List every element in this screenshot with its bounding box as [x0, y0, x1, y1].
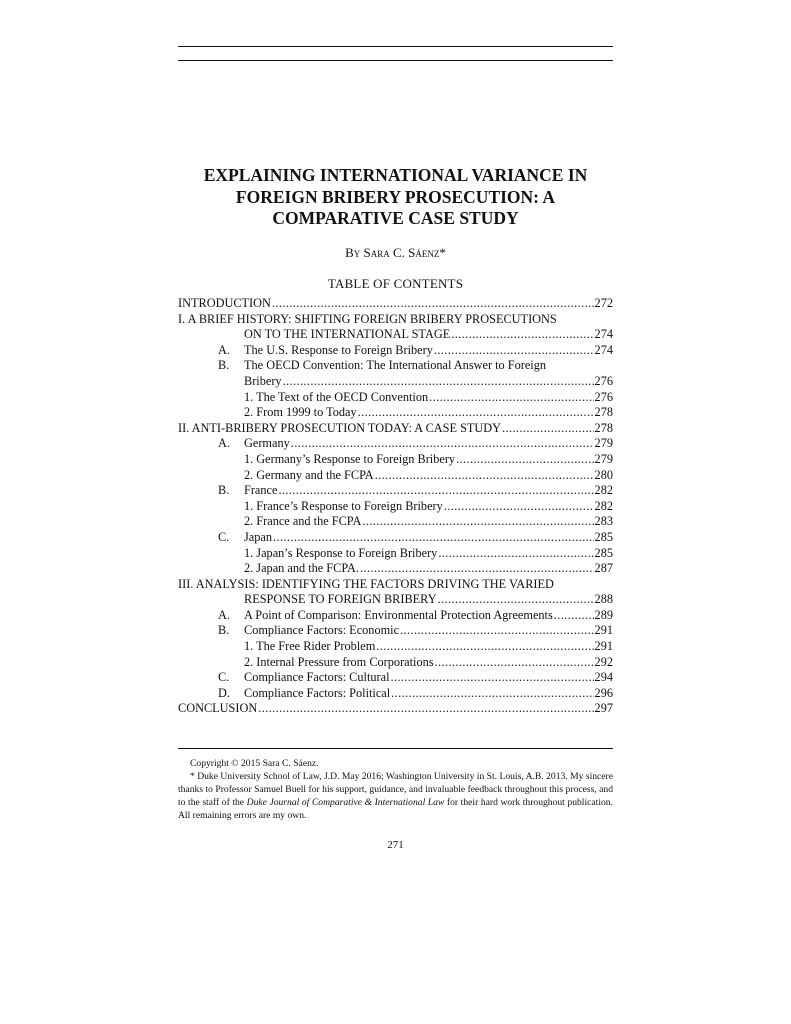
toc-leader-dots: [435, 655, 594, 671]
toc-leader-dots: [444, 499, 594, 515]
toc-entry-text: 2. Internal Pressure from Corporations: [244, 654, 434, 669]
toc-leader-dots: [273, 530, 594, 546]
toc-leader-dots: [451, 327, 593, 343]
toc-page-number: 291: [594, 639, 613, 654]
header-rule-bottom: [178, 60, 613, 61]
author-byline: By Sara C. Sáenz*: [345, 245, 446, 260]
toc-page-number: 288: [594, 592, 613, 607]
toc-entry: [178, 577, 613, 593]
article-title: [178, 165, 613, 230]
toc-entry-text: 1. France’s Response to Foreign Bribery: [244, 498, 443, 513]
toc-page-number: 278: [594, 405, 613, 420]
toc-leader-dots: [391, 670, 594, 686]
toc-leader-dots: [400, 623, 594, 639]
toc-entry-text: Japan: [244, 529, 272, 544]
toc-entry: [178, 592, 613, 608]
toc-entry: [178, 670, 613, 686]
toc-page-number: 274: [594, 342, 613, 357]
toc-page-number: 280: [594, 467, 613, 482]
toc-entry-text: A Point of Comparison: Environmental Protection Agreements: [244, 607, 553, 622]
toc-page-number: 296: [594, 685, 613, 700]
toc-entry: [178, 530, 613, 546]
toc-page-number: 285: [594, 545, 613, 560]
toc-marker: C.: [218, 529, 230, 544]
toc-marker: A.: [218, 342, 230, 357]
toc-leader-dots: [375, 468, 594, 484]
title-line: COMPARATIVE CASE STUDY: [272, 208, 519, 228]
toc-entry-text: Compliance Factors: Cultural: [244, 670, 390, 685]
toc-entry: [178, 312, 613, 328]
toc-entry-text: 1. The Text of the OECD Convention: [244, 389, 429, 404]
toc-page-number: 278: [594, 420, 613, 435]
toc-entry-text: The U.S. Response to Foreign Bribery: [244, 342, 433, 357]
toc-entry-text: RESPONSE TO FOREIGN BRIBERY: [244, 592, 437, 607]
toc-page-number: 282: [594, 483, 613, 498]
toc-entry: [178, 327, 613, 343]
toc-entry-text: Compliance Factors: Economic: [244, 623, 400, 638]
toc-leader-dots: [429, 390, 593, 406]
toc-page-number: 283: [594, 514, 613, 529]
toc-entry-text: INTRODUCTION: [178, 296, 271, 310]
toc-entry: [178, 623, 613, 639]
page-number: 271: [387, 839, 404, 851]
toc-page-number: 282: [594, 498, 613, 513]
title-line: FOREIGN BRIBERY PROSECUTION: A: [235, 186, 556, 207]
toc-entry: [178, 343, 613, 359]
footnote-text: * Duke University School of Law, J.D. May 2016; Washington University in St. Louis, A.B. 2013. My sincere thanks to Professor Samuel Buell for his support, guidance, and invaluable feedback throughout this process, and to the staff of the: [178, 771, 613, 808]
toc-entry: [178, 639, 613, 655]
toc-entry-text: 1. The Free Rider Problem: [244, 639, 376, 654]
toc-entry-text: II. ANTI-BRIBERY PROSECUTION TODAY: A CASE STUDY: [178, 420, 502, 435]
toc-page-number: 276: [594, 389, 613, 404]
toc-entry: [178, 561, 613, 577]
toc-entry-text: The OECD Convention: The International Answer to Foreign: [244, 358, 547, 373]
toc-page-number: 294: [594, 670, 613, 685]
table-of-contents: [178, 296, 613, 717]
toc-leader-dots: [554, 608, 594, 624]
toc-entry: [178, 514, 613, 530]
toc-leader-dots: [362, 514, 593, 530]
toc-leader-dots: [272, 296, 594, 312]
toc-entry: [178, 546, 613, 562]
toc-leader-dots: [391, 686, 593, 702]
toc-entry: [178, 452, 613, 468]
toc-entry: [178, 686, 613, 702]
toc-entry-text: 2. From 1999 to Today: [244, 405, 357, 420]
toc-entry-text: 1. Germany’s Response to Foreign Bribery: [244, 451, 456, 466]
toc-page-number: 279: [594, 436, 613, 451]
footnote-text-end: for their hard work throughout publication. All remaining errors are my own.: [178, 797, 613, 821]
toc-leader-dots: [278, 483, 593, 499]
toc-entry-text: France: [244, 483, 278, 498]
header-rule-top: [178, 46, 613, 47]
toc-entry: [178, 374, 613, 390]
toc-entry: [178, 655, 613, 671]
toc-page-number: 274: [594, 327, 613, 342]
toc-entry: [178, 608, 613, 624]
journal-name: Duke Journal of Comparative & International Law: [246, 797, 445, 808]
toc-page-number: 291: [594, 623, 613, 638]
toc-leader-dots: [376, 639, 593, 655]
toc-entry-text: III. ANALYSIS: IDENTIFYING THE FACTORS DRIVING THE VARIED: [178, 576, 554, 591]
toc-entry: [178, 358, 613, 374]
toc-leader-dots: [358, 405, 594, 421]
toc-leader-dots: [438, 592, 594, 608]
copyright-notice: Copyright © 2015 Sara C. Sáenz.: [190, 758, 319, 769]
toc-entry: [178, 421, 613, 437]
toc-marker: B.: [218, 483, 230, 498]
toc-entry-text: 2. Germany and the FCPA: [244, 467, 374, 482]
toc-page-number: 272: [594, 296, 613, 310]
toc-page-number: 289: [594, 607, 613, 622]
toc-page-number: 287: [594, 561, 613, 576]
toc-entry-text: Compliance Factors: Political: [244, 685, 391, 700]
toc-entry-text: Germany: [244, 436, 290, 451]
toc-marker: A.: [218, 607, 230, 622]
footnotes: [178, 757, 613, 822]
toc-entry: [178, 436, 613, 452]
toc-entry-text: ON TO THE INTERNATIONAL STAGE: [244, 327, 451, 342]
toc-page-number: 276: [594, 373, 613, 388]
toc-page-number: 292: [594, 654, 613, 669]
toc-entry: [178, 390, 613, 406]
toc-entry: [178, 468, 613, 484]
toc-entry-text: 2. France and the FCPA: [244, 514, 362, 529]
toc-entry: [178, 405, 613, 421]
title-line: EXPLAINING INTERNATIONAL VARIANCE IN: [203, 165, 588, 185]
toc-entry-text: Bribery: [244, 373, 282, 388]
toc-page-number: 279: [594, 451, 613, 466]
footnote-rule: [178, 748, 613, 749]
toc-entry-text: CONCLUSION: [178, 701, 258, 716]
toc-entry: [178, 499, 613, 515]
toc-marker: D.: [218, 685, 230, 700]
toc-entry: [178, 483, 613, 499]
toc-leader-dots: [291, 436, 594, 452]
toc-leader-dots: [434, 343, 594, 359]
toc-marker: B.: [218, 358, 230, 373]
toc-leader-dots: [360, 561, 594, 577]
toc-heading: TABLE OF CONTENTS: [327, 276, 464, 291]
toc-page-number: 297: [594, 701, 613, 716]
toc-leader-dots: [258, 701, 593, 717]
toc-leader-dots: [283, 374, 594, 390]
author-footnote: [178, 770, 613, 822]
toc-entry-text: 2. Japan and the FCPA.: [244, 561, 360, 576]
toc-marker: B.: [218, 623, 230, 638]
toc-marker: C.: [218, 670, 230, 685]
toc-leader-dots: [438, 546, 593, 562]
toc-entry-text: I. A BRIEF HISTORY: SHIFTING FOREIGN BRIBERY PROSECUTIONS: [178, 311, 557, 326]
toc-leader-dots: [502, 421, 593, 437]
toc-entry-text: 1. Japan’s Response to Foreign Bribery: [244, 545, 438, 560]
toc-leader-dots: [456, 452, 593, 468]
toc-entry: [178, 701, 613, 717]
toc-page-number: 285: [594, 529, 613, 544]
toc-entry: [178, 296, 613, 312]
toc-marker: A.: [218, 436, 230, 451]
